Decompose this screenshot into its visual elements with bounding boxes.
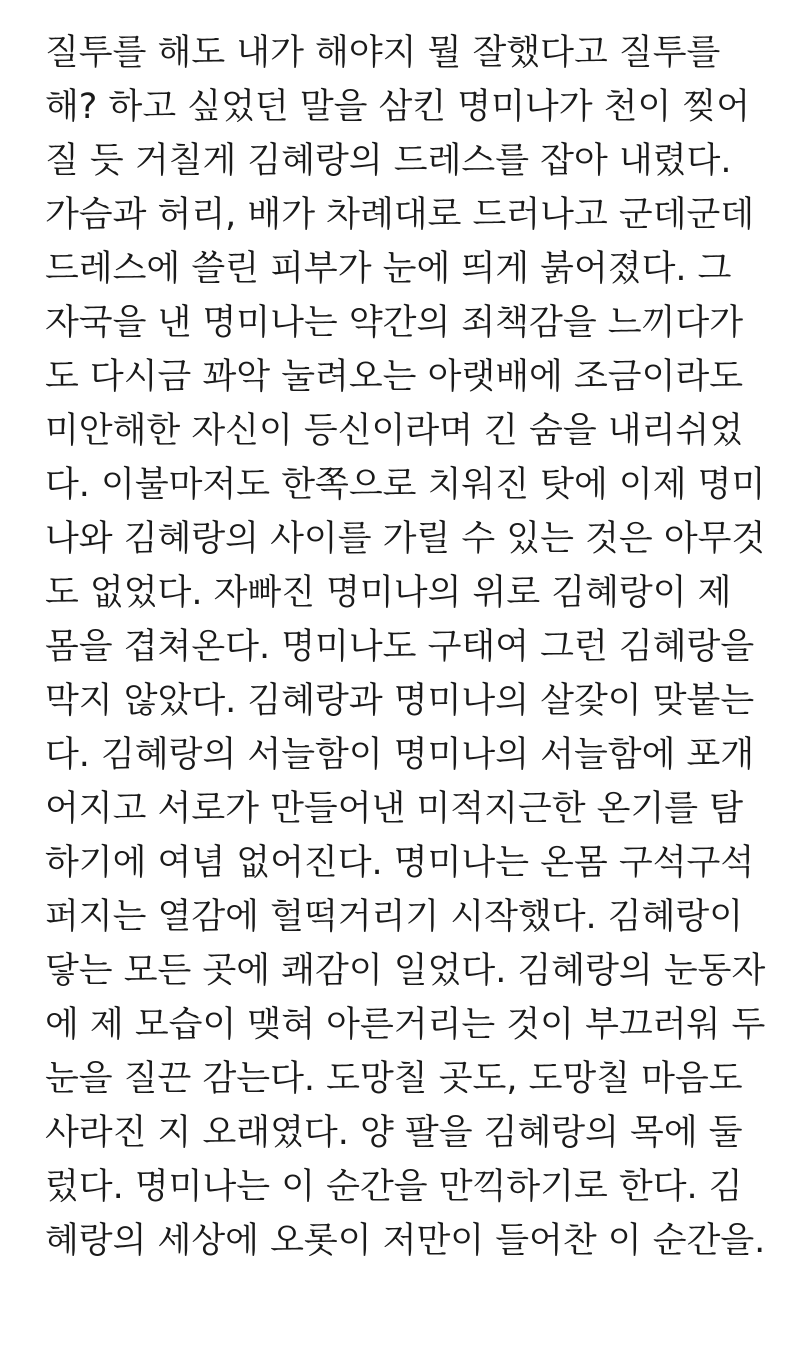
text-line-1: 질투를 해도 내가 해야지 뭘 잘했다고 질투를 [45,33,721,73]
text-line-10: 나와 김혜랑의 사이를 가릴 수 있는 것은 아무것 [45,519,766,559]
text-line-23: 혜랑의 세상에 오롯이 저만이 들어찬 이 순간을. [45,1221,766,1261]
text-line-8: 미안해한 자신이 등신이라며 긴 숨을 내리쉬었 [45,411,744,451]
text-line-17: 퍼지는 열감에 헐떡거리기 시작했다. 김혜랑이 [45,897,744,937]
text-line-19: 에 제 모습이 맺혀 아른거리는 것이 부끄러워 두 [45,1005,766,1045]
text-line-14: 다. 김혜랑의 서늘함이 명미나의 서늘함에 포개 [45,735,755,775]
text-line-18: 닿는 모든 곳에 쾌감이 일었다. 김혜랑의 눈동자 [45,951,766,991]
text-line-6: 자국을 낸 명미나는 약간의 죄책감을 느끼다가 [45,303,744,343]
text-line-3: 질 듯 거칠게 김혜랑의 드레스를 잡아 내렸다. [45,141,732,181]
text-line-12: 몸을 겹쳐온다. 명미나도 구태여 그런 김혜랑을 [45,627,755,667]
text-line-13: 막지 않았다. 김혜랑과 명미나의 살갗이 맞붙는 [45,681,755,721]
text-line-2: 해? 하고 싶었던 말을 삼킨 명미나가 천이 찢어 [45,87,751,127]
text-line-20: 눈을 질끈 감는다. 도망칠 곳도, 도망칠 마음도 [45,1059,743,1099]
text-line-15: 어지고 서로가 만들어낸 미적지근한 온기를 탐 [45,789,744,829]
text-line-7: 도 다시금 꽈악 눌려오는 아랫배에 조금이라도 [45,357,744,397]
text-line-22: 렀다. 명미나는 이 순간을 만끽하기로 한다. 김 [45,1167,743,1207]
text-line-11: 도 없었다. 자빠진 명미나의 위로 김혜랑이 제 [45,573,732,613]
body-text [45,26,775,1268]
text-line-4: 가슴과 허리, 배가 차례대로 드러나고 군데군데 [45,195,755,235]
text-line-16: 하기에 여념 없어진다. 명미나는 온몸 구석구석 [45,843,755,883]
text-line-21: 사라진 지 오래였다. 양 팔을 김혜랑의 목에 둘 [45,1113,743,1153]
text-line-5: 드레스에 쓸린 피부가 눈에 띄게 붉어졌다. 그 [45,249,732,289]
text-line-9: 다. 이불마저도 한쪽으로 치워진 탓에 이제 명미 [45,465,766,505]
